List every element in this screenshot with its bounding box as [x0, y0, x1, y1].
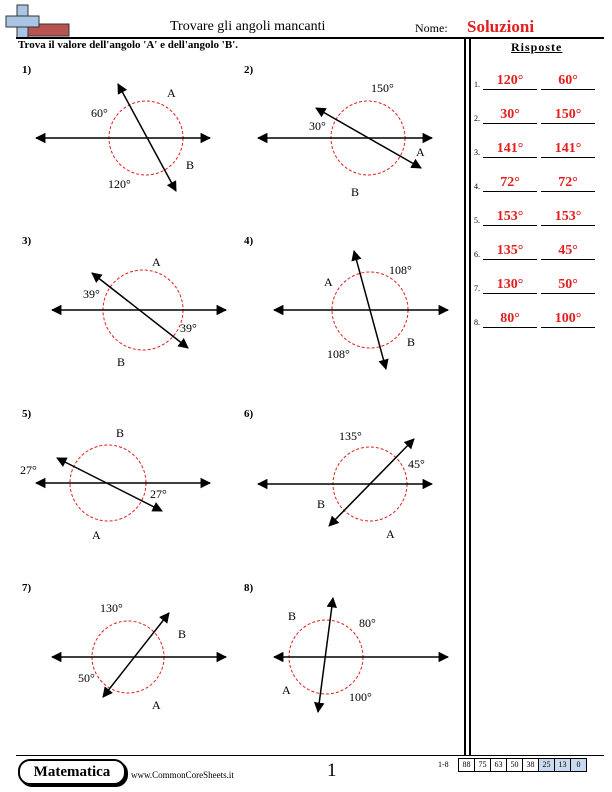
angle-label: 130° [100, 601, 123, 615]
answer-a: 30° [483, 107, 537, 124]
angle-label: A [386, 527, 395, 541]
answer-number: 3. [474, 148, 480, 157]
angle-label: A [416, 145, 425, 159]
score-cell: 13 [554, 759, 570, 771]
score-cell: 25 [538, 759, 554, 771]
score-cell: 63 [490, 759, 506, 771]
column-divider [464, 37, 466, 755]
angle-label: 120° [108, 177, 131, 191]
worksheet-title: Trovare gli angoli mancanti [170, 19, 326, 34]
subject-badge: Matematica [18, 759, 126, 785]
angle-label: B [407, 335, 416, 349]
diagram-problem-2 [258, 81, 432, 199]
answer-a: 120° [483, 73, 537, 90]
angle-label: A [152, 255, 161, 269]
footer-divider [16, 755, 604, 756]
diagram-problem-1 [36, 84, 210, 191]
transversal-line [329, 439, 414, 526]
problem-label: 5) [22, 408, 32, 420]
diagram-problem-8 [274, 598, 448, 712]
diagram-problem-3 [52, 255, 226, 369]
diagram-problem-4 [274, 251, 448, 369]
problem-label: 3) [22, 235, 32, 247]
score-cell: 50 [506, 759, 522, 771]
problem-label: 4) [244, 235, 254, 247]
answer-number: 4. [474, 182, 480, 191]
answer-number: 8. [474, 318, 480, 327]
angle-label: 30° [309, 119, 326, 133]
answer-b: 50° [541, 277, 595, 294]
transversal-line [318, 598, 333, 712]
answer-b: 150° [541, 107, 595, 124]
angle-label: A [167, 86, 176, 100]
answer-b: 100° [541, 311, 595, 328]
diagram-problem-5 [20, 426, 210, 542]
answer-number: 2. [474, 114, 480, 123]
angle-label: 60° [91, 106, 108, 120]
answer-a: 72° [483, 175, 537, 192]
diagram-problem-6 [258, 429, 432, 541]
score-cell: 0 [570, 759, 586, 771]
angle-label: A [92, 528, 101, 542]
answer-a: 135° [483, 243, 537, 260]
answer-a: 130° [483, 277, 537, 294]
problem-label: 2) [244, 64, 254, 76]
website-link[interactable]: www.CommonCoreSheets.it [131, 770, 234, 780]
answer-number: 5. [474, 216, 480, 225]
problem-label: 1) [22, 64, 32, 76]
answer-number: 7. [474, 284, 480, 293]
score-cell: 75 [474, 759, 490, 771]
instructions: Trova il valore dell'angolo 'A' e dell'angolo 'B'. [18, 39, 239, 51]
angle-label: B [116, 426, 125, 440]
score-cell: 88 [462, 760, 471, 769]
angle-label: A [282, 683, 291, 697]
answer-a: 141° [483, 141, 537, 158]
transversal-line [103, 613, 169, 697]
problem-label: 8) [244, 582, 254, 594]
answer-b: 141° [541, 141, 595, 158]
answer-b: 60° [541, 73, 595, 90]
score-cell: 38 [522, 759, 538, 771]
page-number: 1 [327, 760, 337, 781]
angle-label: A [324, 275, 333, 289]
answers-title: Risposte [511, 40, 563, 54]
problem-label: 7) [22, 582, 32, 594]
answer-b: 72° [541, 175, 595, 192]
score-table [458, 758, 587, 772]
answer-a: 153° [483, 209, 537, 226]
diagram-problem-7 [52, 601, 226, 712]
angle-label: 27° [150, 487, 167, 501]
angle-label: 39° [83, 287, 100, 301]
angle-label: 135° [339, 429, 362, 443]
angle-label: B [178, 627, 187, 641]
angle-label: 100° [349, 690, 372, 704]
angle-label: A [152, 698, 161, 712]
angle-label: B [288, 609, 297, 623]
answer-number: 6. [474, 250, 480, 259]
angle-label: 50° [78, 671, 95, 685]
angle-label: 108° [389, 263, 412, 277]
angle-label: 80° [359, 616, 376, 630]
angle-label: B [117, 355, 126, 369]
column-divider [469, 37, 471, 755]
angle-label: B [317, 497, 326, 511]
angle-label: 27° [20, 463, 37, 477]
angle-label: B [186, 158, 195, 172]
answer-a: 80° [483, 311, 537, 328]
answer-number: 1. [474, 80, 480, 89]
angle-label: 108° [327, 347, 350, 361]
score-range: 1-8 [438, 760, 449, 769]
problem-label: 6) [244, 408, 254, 420]
angle-label: 39° [180, 321, 197, 335]
angle-label: 45° [408, 457, 425, 471]
angle-label: 150° [371, 81, 394, 95]
answer-b: 153° [541, 209, 595, 226]
angle-label: B [351, 185, 360, 199]
answer-b: 45° [541, 243, 595, 260]
name-value: Soluzioni [467, 17, 535, 36]
name-label: Nome: [415, 21, 448, 35]
